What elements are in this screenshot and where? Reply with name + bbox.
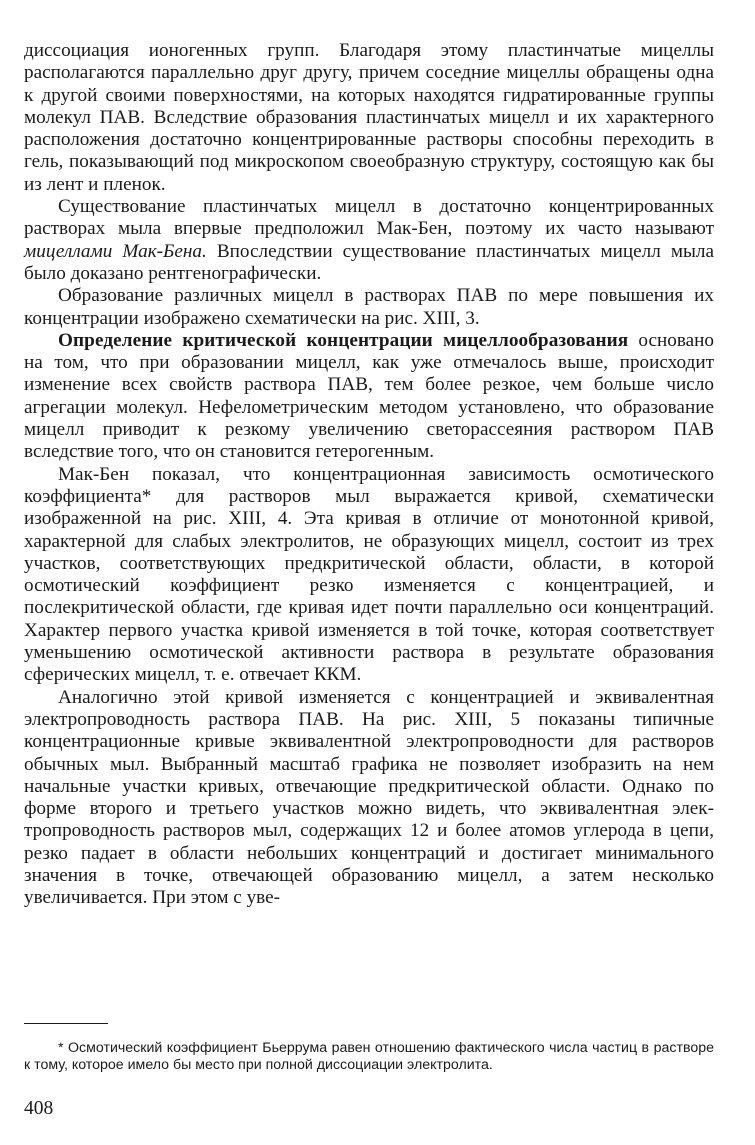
paragraph-text: основано на том, что при образовании мицелл, как уже отмечалось выше, происходит изменение всех свойств раствора ПАВ, тем более резкое, чем больше число агрегации молекул. Нефелометрическим методом установлено, что образование мицелл приводит к резкому увеличению светорассеяния раствором ПАВ вследствие того, что он становится гетерогенным. — [24, 329, 715, 463]
paragraph-ccm-determination — [24, 330, 714, 464]
paragraph-continuation: диссоциация ионогенных групп. Благодаря этому пластинчатые мицеллы располагаются параллельно друг другу, причем соседние мицеллы обращены одна к другой своими поверхностями, на которых находятся гидратированные группы молекул ПАВ. Вследствие образования пластинчатых мицелл и их характерного расположения достаточно концентрированные растворы способны переходить в гель, показывающий под микроскопом своеобразную структуру, состоящую как бы из лент и пленок. — [24, 40, 714, 195]
page-body — [24, 40, 714, 910]
paragraph-conductivity: Аналогично этой кривой изменяется с концентрацией и эквивалентная электропроводность раствора ПАВ. На рис. XIII, 5 показаны типичные концентрационные кривые эквивалентной электропроводности для растворов обычных мыл. Выбранный масштаб графика не позволяет изобразить на нем начальные участки кривых, отвечающие предкритической области. Однако по форме второго и третьего участков можно видеть, что эквивалентная электропроводность растворов мыл, содержащих 12 и более атомов углерода в цепи, резко падает в области небольших концентраций и достигает минимального значения в точке, отвечающей образованию мицелл, а затем несколько увеличивается. При этом с уве- — [24, 686, 714, 909]
footnote: * Осмотический коэффициент Бьеррума равен отношению фактического числа частиц в растворе к тому, которое имело бы место при полной диссоциации электролита. — [24, 1040, 714, 1073]
page-number: 408 — [24, 1098, 54, 1119]
paragraph-mcbain-micelles — [24, 196, 714, 285]
paragraph-micelle-formation: Образование различных мицелл в растворах ПАВ по мере повышения их концентрации изображено схематически на рис. XIII, 3. — [24, 285, 714, 329]
paragraph-text: Существование пластинчатых мицелл в достаточно концентрированных растворах мыла впервые предположил Мак-Бен, поэтому их часто называют — [24, 196, 714, 240]
paragraph-osmotic-coefficient: Мак-Бен показал, что концентрационная зависимость осмотического коэффициента* для растворов мыл выражается кривой, схематически изображенной на рис. XIII, 4. Эта кривая в отличие от монотонной кривой, характерной для слабых электролитов, не образующих мицелл, состоит из трех участков, соответствующих предкритической области, области, в которой осмотический коэффициент резко изменяется с концентрацией, и послекритической области, где кривая идет почти параллельно оси концентраций. Характер первого участка кривой изменяется в той точке, которая соответствует уменьшению осмотической активности раствора в результате образования сферических мицелл, т. е. отвечает ККМ. — [24, 463, 714, 686]
bold-heading: Определение критической концентрации мицеллообразования — [58, 329, 629, 351]
paragraph-text: Впоследствии существование пластинчатых мицелл мыла было доказано рентгенографически. — [24, 240, 714, 284]
footnote-divider — [24, 1023, 108, 1024]
italic-term: мицеллами Мак-Бена. — [24, 240, 207, 262]
